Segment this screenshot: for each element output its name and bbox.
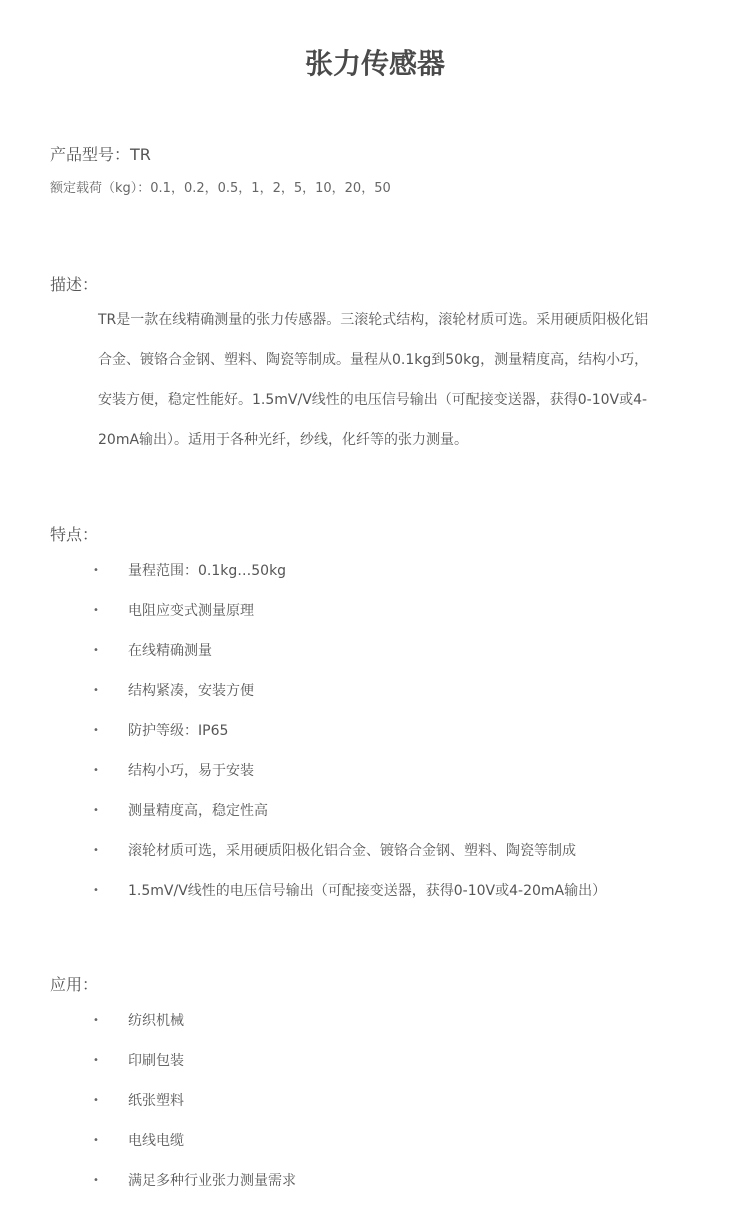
description-heading: 描述： [50, 275, 99, 294]
application-item [0, 1011, 750, 1051]
application-item [0, 1091, 750, 1131]
application-text: 纺织机械 [128, 1013, 184, 1029]
application-text: 满足多种行业张力测量需求 [128, 1173, 296, 1189]
description-text: TR是一款在线精确测量的张力传感器。三滚轮式结构，滚轮材质可选。采用硬质阳极化铝合金、镀铬合金钢、塑料、陶瓷等制成。量程从0.1kg到50kg，测量精度高，结构小巧，安装方便，稳定性能好。1.5mV/V线性的电压信号输出（可配接变送器，获得0-10V或4-20mA输出）。适用于各种光纤，纱线，化纤等的张力测量。 [98, 312, 649, 448]
feature-item [0, 561, 750, 601]
feature-text: 滚轮材质可选，采用硬质阳极化铝合金、镀铬合金钢、塑料、陶瓷等制成 [128, 843, 576, 859]
features-heading: 特点： [50, 525, 99, 544]
feature-text: 测量精度高，稳定性高 [128, 803, 268, 819]
feature-text: 防护等级：IP65 [128, 723, 229, 739]
bullet-icon: • [93, 1095, 99, 1106]
bullet-icon: • [93, 565, 99, 576]
bullet-icon: • [93, 605, 99, 616]
features-list [0, 561, 750, 921]
feature-item [0, 841, 750, 881]
bullet-icon: • [93, 645, 99, 656]
feature-text: 电阻应变式测量原理 [128, 603, 254, 619]
bullet-icon: • [93, 685, 99, 696]
bullet-icon: • [93, 1135, 99, 1146]
feature-item [0, 681, 750, 721]
application-item [0, 1051, 750, 1091]
application-text: 纸张塑料 [128, 1093, 184, 1109]
application-item [0, 1131, 750, 1171]
product-model: 产品型号：TR [50, 145, 151, 164]
bullet-icon: • [93, 725, 99, 736]
page-title: 张力传感器 [304, 47, 445, 80]
feature-item [0, 601, 750, 641]
feature-item [0, 801, 750, 841]
feature-text: 1.5mV/V线性的电压信号输出（可配接变送器，获得0-10V或4-20mA输出） [128, 883, 607, 899]
bullet-icon: • [93, 1175, 99, 1186]
bullet-icon: • [93, 805, 99, 816]
bullet-icon: • [93, 1015, 99, 1026]
feature-text: 结构小巧，易于安装 [128, 763, 254, 779]
bullet-icon: • [93, 1055, 99, 1066]
bullet-icon: • [93, 885, 99, 896]
feature-text: 量程范围：0.1kg…50kg [128, 563, 287, 579]
feature-item [0, 881, 750, 921]
feature-item [0, 761, 750, 801]
rated-load: 额定载荷（kg）：0.1，0.2，0.5，1，2，5，10，20，50 [50, 181, 391, 196]
bullet-icon: • [93, 765, 99, 776]
application-text: 印刷包装 [128, 1053, 184, 1069]
applications-heading: 应用： [50, 975, 99, 994]
application-text: 电线电缆 [128, 1133, 184, 1149]
application-item [0, 1171, 750, 1211]
applications-list [0, 1011, 750, 1211]
bullet-icon: • [93, 845, 99, 856]
feature-item [0, 721, 750, 761]
feature-text: 结构紧凑，安装方便 [128, 683, 254, 699]
feature-text: 在线精确测量 [128, 643, 212, 659]
feature-item [0, 641, 750, 681]
